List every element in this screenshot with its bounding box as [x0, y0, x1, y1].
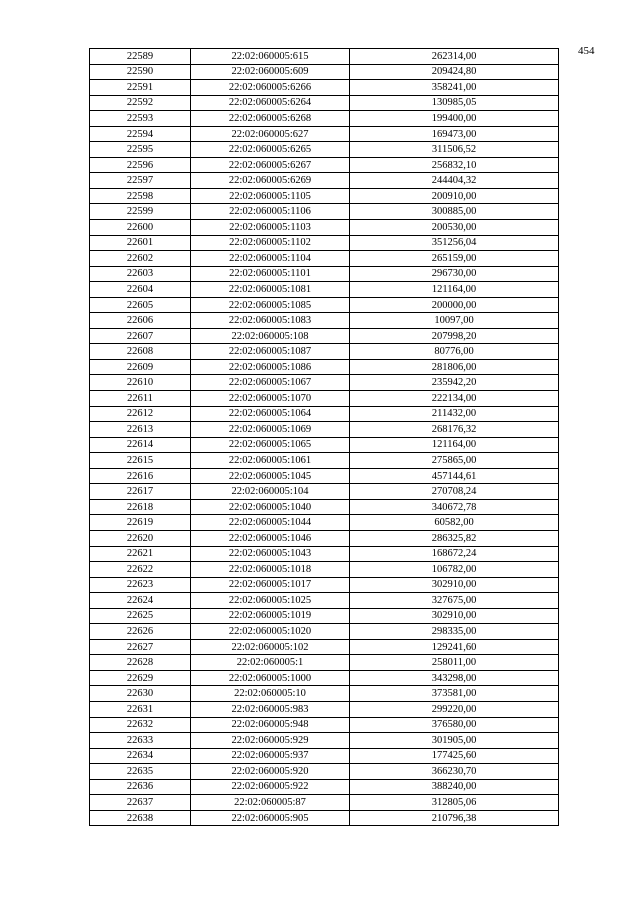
value-cell: 343298,00 [350, 670, 559, 686]
value-cell: 210796,38 [350, 810, 559, 826]
table-row [90, 701, 559, 717]
table-row [90, 795, 559, 811]
value-cell: 311506,52 [350, 142, 559, 158]
row-number-cell: 22637 [90, 795, 191, 811]
cadastral-number-cell: 22:02:060005:929 [191, 733, 350, 749]
cadastral-number-cell: 22:02:060005:6268 [191, 111, 350, 127]
table-row [90, 577, 559, 593]
row-number-cell: 22626 [90, 624, 191, 640]
value-cell: 457144,61 [350, 468, 559, 484]
row-number-cell: 22589 [90, 49, 191, 65]
cadastral-number-cell: 22:02:060005:1106 [191, 204, 350, 220]
table-row [90, 297, 559, 313]
value-cell: 222134,00 [350, 391, 559, 407]
value-cell: 209424,80 [350, 64, 559, 80]
row-number-cell: 22628 [90, 655, 191, 671]
value-cell: 244404,32 [350, 173, 559, 189]
row-number-cell: 22636 [90, 779, 191, 795]
value-cell: 121164,00 [350, 437, 559, 453]
table-row [90, 608, 559, 624]
row-number-cell: 22603 [90, 266, 191, 282]
value-cell: 265159,00 [350, 251, 559, 267]
cadastral-number-cell: 22:02:060005:1083 [191, 313, 350, 329]
row-number-cell: 22635 [90, 764, 191, 780]
row-number-cell: 22597 [90, 173, 191, 189]
value-cell: 211432,00 [350, 406, 559, 422]
table-row [90, 142, 559, 158]
row-number-cell: 22631 [90, 701, 191, 717]
row-number-cell: 22622 [90, 562, 191, 578]
value-cell: 129241,60 [350, 639, 559, 655]
cadastral-number-cell: 22:02:060005:1087 [191, 344, 350, 360]
cadastral-number-cell: 22:02:060005:1067 [191, 375, 350, 391]
value-cell: 199400,00 [350, 111, 559, 127]
table-row [90, 313, 559, 329]
table-row [90, 375, 559, 391]
row-number-cell: 22625 [90, 608, 191, 624]
value-cell: 168672,24 [350, 546, 559, 562]
row-number-cell: 22599 [90, 204, 191, 220]
table-row [90, 64, 559, 80]
cadastral-number-cell: 22:02:060005:922 [191, 779, 350, 795]
row-number-cell: 22598 [90, 188, 191, 204]
value-cell: 327675,00 [350, 593, 559, 609]
cadastral-number-cell: 22:02:060005:6265 [191, 142, 350, 158]
row-number-cell: 22618 [90, 499, 191, 515]
row-number-cell: 22616 [90, 468, 191, 484]
cadastral-number-cell: 22:02:060005:6266 [191, 80, 350, 96]
cadastral-number-cell: 22:02:060005:615 [191, 49, 350, 65]
cadastral-number-cell: 22:02:060005:104 [191, 484, 350, 500]
cadastral-number-cell: 22:02:060005:1104 [191, 251, 350, 267]
value-cell: 268176,32 [350, 422, 559, 438]
row-number-cell: 22591 [90, 80, 191, 96]
row-number-cell: 22629 [90, 670, 191, 686]
row-number-cell: 22633 [90, 733, 191, 749]
row-number-cell: 22614 [90, 437, 191, 453]
table-row [90, 453, 559, 469]
table-row [90, 764, 559, 780]
table-row [90, 359, 559, 375]
row-number-cell: 22590 [90, 64, 191, 80]
cadastral-number-cell: 22:02:060005:1065 [191, 437, 350, 453]
cadastral-number-cell: 22:02:060005:1025 [191, 593, 350, 609]
row-number-cell: 22600 [90, 220, 191, 236]
cadastral-number-cell: 22:02:060005:937 [191, 748, 350, 764]
cadastral-number-cell: 22:02:060005:6267 [191, 157, 350, 173]
row-number-cell: 22609 [90, 359, 191, 375]
value-cell: 262314,00 [350, 49, 559, 65]
table-row [90, 157, 559, 173]
table-row [90, 204, 559, 220]
row-number-cell: 22611 [90, 391, 191, 407]
table-row [90, 220, 559, 236]
value-cell: 299220,00 [350, 701, 559, 717]
value-cell: 258011,00 [350, 655, 559, 671]
row-number-cell: 22606 [90, 313, 191, 329]
table-row [90, 639, 559, 655]
table-row [90, 391, 559, 407]
table-row [90, 499, 559, 515]
row-number-cell: 22623 [90, 577, 191, 593]
value-cell: 275865,00 [350, 453, 559, 469]
row-number-cell: 22592 [90, 95, 191, 111]
value-cell: 200910,00 [350, 188, 559, 204]
value-cell: 301905,00 [350, 733, 559, 749]
value-cell: 302910,00 [350, 577, 559, 593]
cadastral-number-cell: 22:02:060005:1064 [191, 406, 350, 422]
table-row [90, 328, 559, 344]
cadastral-number-cell: 22:02:060005:102 [191, 639, 350, 655]
row-number-cell: 22596 [90, 157, 191, 173]
table-row [90, 49, 559, 65]
cadastral-number-cell: 22:02:060005:1017 [191, 577, 350, 593]
row-number-cell: 22638 [90, 810, 191, 826]
cadastral-number-cell: 22:02:060005:1 [191, 655, 350, 671]
value-cell: 121164,00 [350, 282, 559, 298]
table-row [90, 468, 559, 484]
value-cell: 200530,00 [350, 220, 559, 236]
value-cell: 270708,24 [350, 484, 559, 500]
value-cell: 80776,00 [350, 344, 559, 360]
value-cell: 300885,00 [350, 204, 559, 220]
table-row [90, 437, 559, 453]
cadastral-number-cell: 22:02:060005:6269 [191, 173, 350, 189]
cadastral-number-cell: 22:02:060005:948 [191, 717, 350, 733]
table-row [90, 593, 559, 609]
row-number-cell: 22620 [90, 530, 191, 546]
table-row [90, 655, 559, 671]
value-cell: 207998,20 [350, 328, 559, 344]
value-cell: 200000,00 [350, 297, 559, 313]
cadastral-number-cell: 22:02:060005:905 [191, 810, 350, 826]
value-cell: 376580,00 [350, 717, 559, 733]
table-row [90, 235, 559, 251]
table-row [90, 173, 559, 189]
cadastral-number-cell: 22:02:060005:1040 [191, 499, 350, 515]
table-row [90, 717, 559, 733]
cadastral-number-cell: 22:02:060005:1069 [191, 422, 350, 438]
row-number-cell: 22610 [90, 375, 191, 391]
cadastral-number-cell: 22:02:060005:1101 [191, 266, 350, 282]
value-cell: 366230,70 [350, 764, 559, 780]
cadastral-number-cell: 22:02:060005:1070 [191, 391, 350, 407]
value-cell: 298335,00 [350, 624, 559, 640]
cadastral-number-cell: 22:02:060005:87 [191, 795, 350, 811]
cadastral-number-cell: 22:02:060005:1061 [191, 453, 350, 469]
value-cell: 281806,00 [350, 359, 559, 375]
row-number-cell: 22634 [90, 748, 191, 764]
table-row [90, 80, 559, 96]
row-number-cell: 22593 [90, 111, 191, 127]
value-cell: 235942,20 [350, 375, 559, 391]
value-cell: 177425,60 [350, 748, 559, 764]
table-row [90, 484, 559, 500]
table-row [90, 406, 559, 422]
row-number-cell: 22624 [90, 593, 191, 609]
cadastral-value-table [89, 48, 559, 826]
cadastral-number-cell: 22:02:060005:10 [191, 686, 350, 702]
table-row [90, 530, 559, 546]
value-cell: 169473,00 [350, 126, 559, 142]
value-cell: 373581,00 [350, 686, 559, 702]
cadastral-number-cell: 22:02:060005:1045 [191, 468, 350, 484]
cadastral-number-cell: 22:02:060005:1105 [191, 188, 350, 204]
row-number-cell: 22604 [90, 282, 191, 298]
row-number-cell: 22627 [90, 639, 191, 655]
row-number-cell: 22601 [90, 235, 191, 251]
cadastral-number-cell: 22:02:060005:1019 [191, 608, 350, 624]
cadastral-number-cell: 22:02:060005:1018 [191, 562, 350, 578]
cadastral-number-cell: 22:02:060005:6264 [191, 95, 350, 111]
table-row [90, 111, 559, 127]
value-cell: 256832,10 [350, 157, 559, 173]
value-cell: 286325,82 [350, 530, 559, 546]
value-cell: 302910,00 [350, 608, 559, 624]
cadastral-number-cell: 22:02:060005:983 [191, 701, 350, 717]
table-row [90, 670, 559, 686]
table-body [90, 49, 559, 826]
cadastral-number-cell: 22:02:060005:1086 [191, 359, 350, 375]
row-number-cell: 22602 [90, 251, 191, 267]
cadastral-number-cell: 22:02:060005:1044 [191, 515, 350, 531]
table-row [90, 95, 559, 111]
row-number-cell: 22621 [90, 546, 191, 562]
value-cell: 130985,05 [350, 95, 559, 111]
cadastral-number-cell: 22:02:060005:1085 [191, 297, 350, 313]
value-cell: 60582,00 [350, 515, 559, 531]
table-row [90, 422, 559, 438]
row-number-cell: 22605 [90, 297, 191, 313]
row-number-cell: 22632 [90, 717, 191, 733]
table-row [90, 251, 559, 267]
row-number-cell: 22619 [90, 515, 191, 531]
value-cell: 358241,00 [350, 80, 559, 96]
value-cell: 106782,00 [350, 562, 559, 578]
value-cell: 312805,06 [350, 795, 559, 811]
row-number-cell: 22594 [90, 126, 191, 142]
cadastral-number-cell: 22:02:060005:1020 [191, 624, 350, 640]
value-cell: 388240,00 [350, 779, 559, 795]
row-number-cell: 22607 [90, 328, 191, 344]
table-row [90, 562, 559, 578]
row-number-cell: 22615 [90, 453, 191, 469]
table-row [90, 748, 559, 764]
table-row [90, 546, 559, 562]
table-row [90, 624, 559, 640]
table-row [90, 266, 559, 282]
table-row [90, 733, 559, 749]
cadastral-number-cell: 22:02:060005:1043 [191, 546, 350, 562]
row-number-cell: 22630 [90, 686, 191, 702]
value-cell: 296730,00 [350, 266, 559, 282]
value-cell: 10097,00 [350, 313, 559, 329]
value-cell: 351256,04 [350, 235, 559, 251]
cadastral-number-cell: 22:02:060005:1000 [191, 670, 350, 686]
table-row [90, 779, 559, 795]
cadastral-number-cell: 22:02:060005:920 [191, 764, 350, 780]
cadastral-number-cell: 22:02:060005:1081 [191, 282, 350, 298]
row-number-cell: 22608 [90, 344, 191, 360]
cadastral-number-cell: 22:02:060005:1103 [191, 220, 350, 236]
table-row [90, 810, 559, 826]
cadastral-number-cell: 22:02:060005:627 [191, 126, 350, 142]
table-row [90, 686, 559, 702]
page-number: 454 [578, 45, 595, 57]
row-number-cell: 22613 [90, 422, 191, 438]
row-number-cell: 22617 [90, 484, 191, 500]
cadastral-number-cell: 22:02:060005:108 [191, 328, 350, 344]
table-row [90, 126, 559, 142]
table-row [90, 282, 559, 298]
row-number-cell: 22612 [90, 406, 191, 422]
table-row [90, 515, 559, 531]
cadastral-number-cell: 22:02:060005:1046 [191, 530, 350, 546]
table-row [90, 188, 559, 204]
row-number-cell: 22595 [90, 142, 191, 158]
table-row [90, 344, 559, 360]
cadastral-number-cell: 22:02:060005:609 [191, 64, 350, 80]
value-cell: 340672,78 [350, 499, 559, 515]
cadastral-number-cell: 22:02:060005:1102 [191, 235, 350, 251]
